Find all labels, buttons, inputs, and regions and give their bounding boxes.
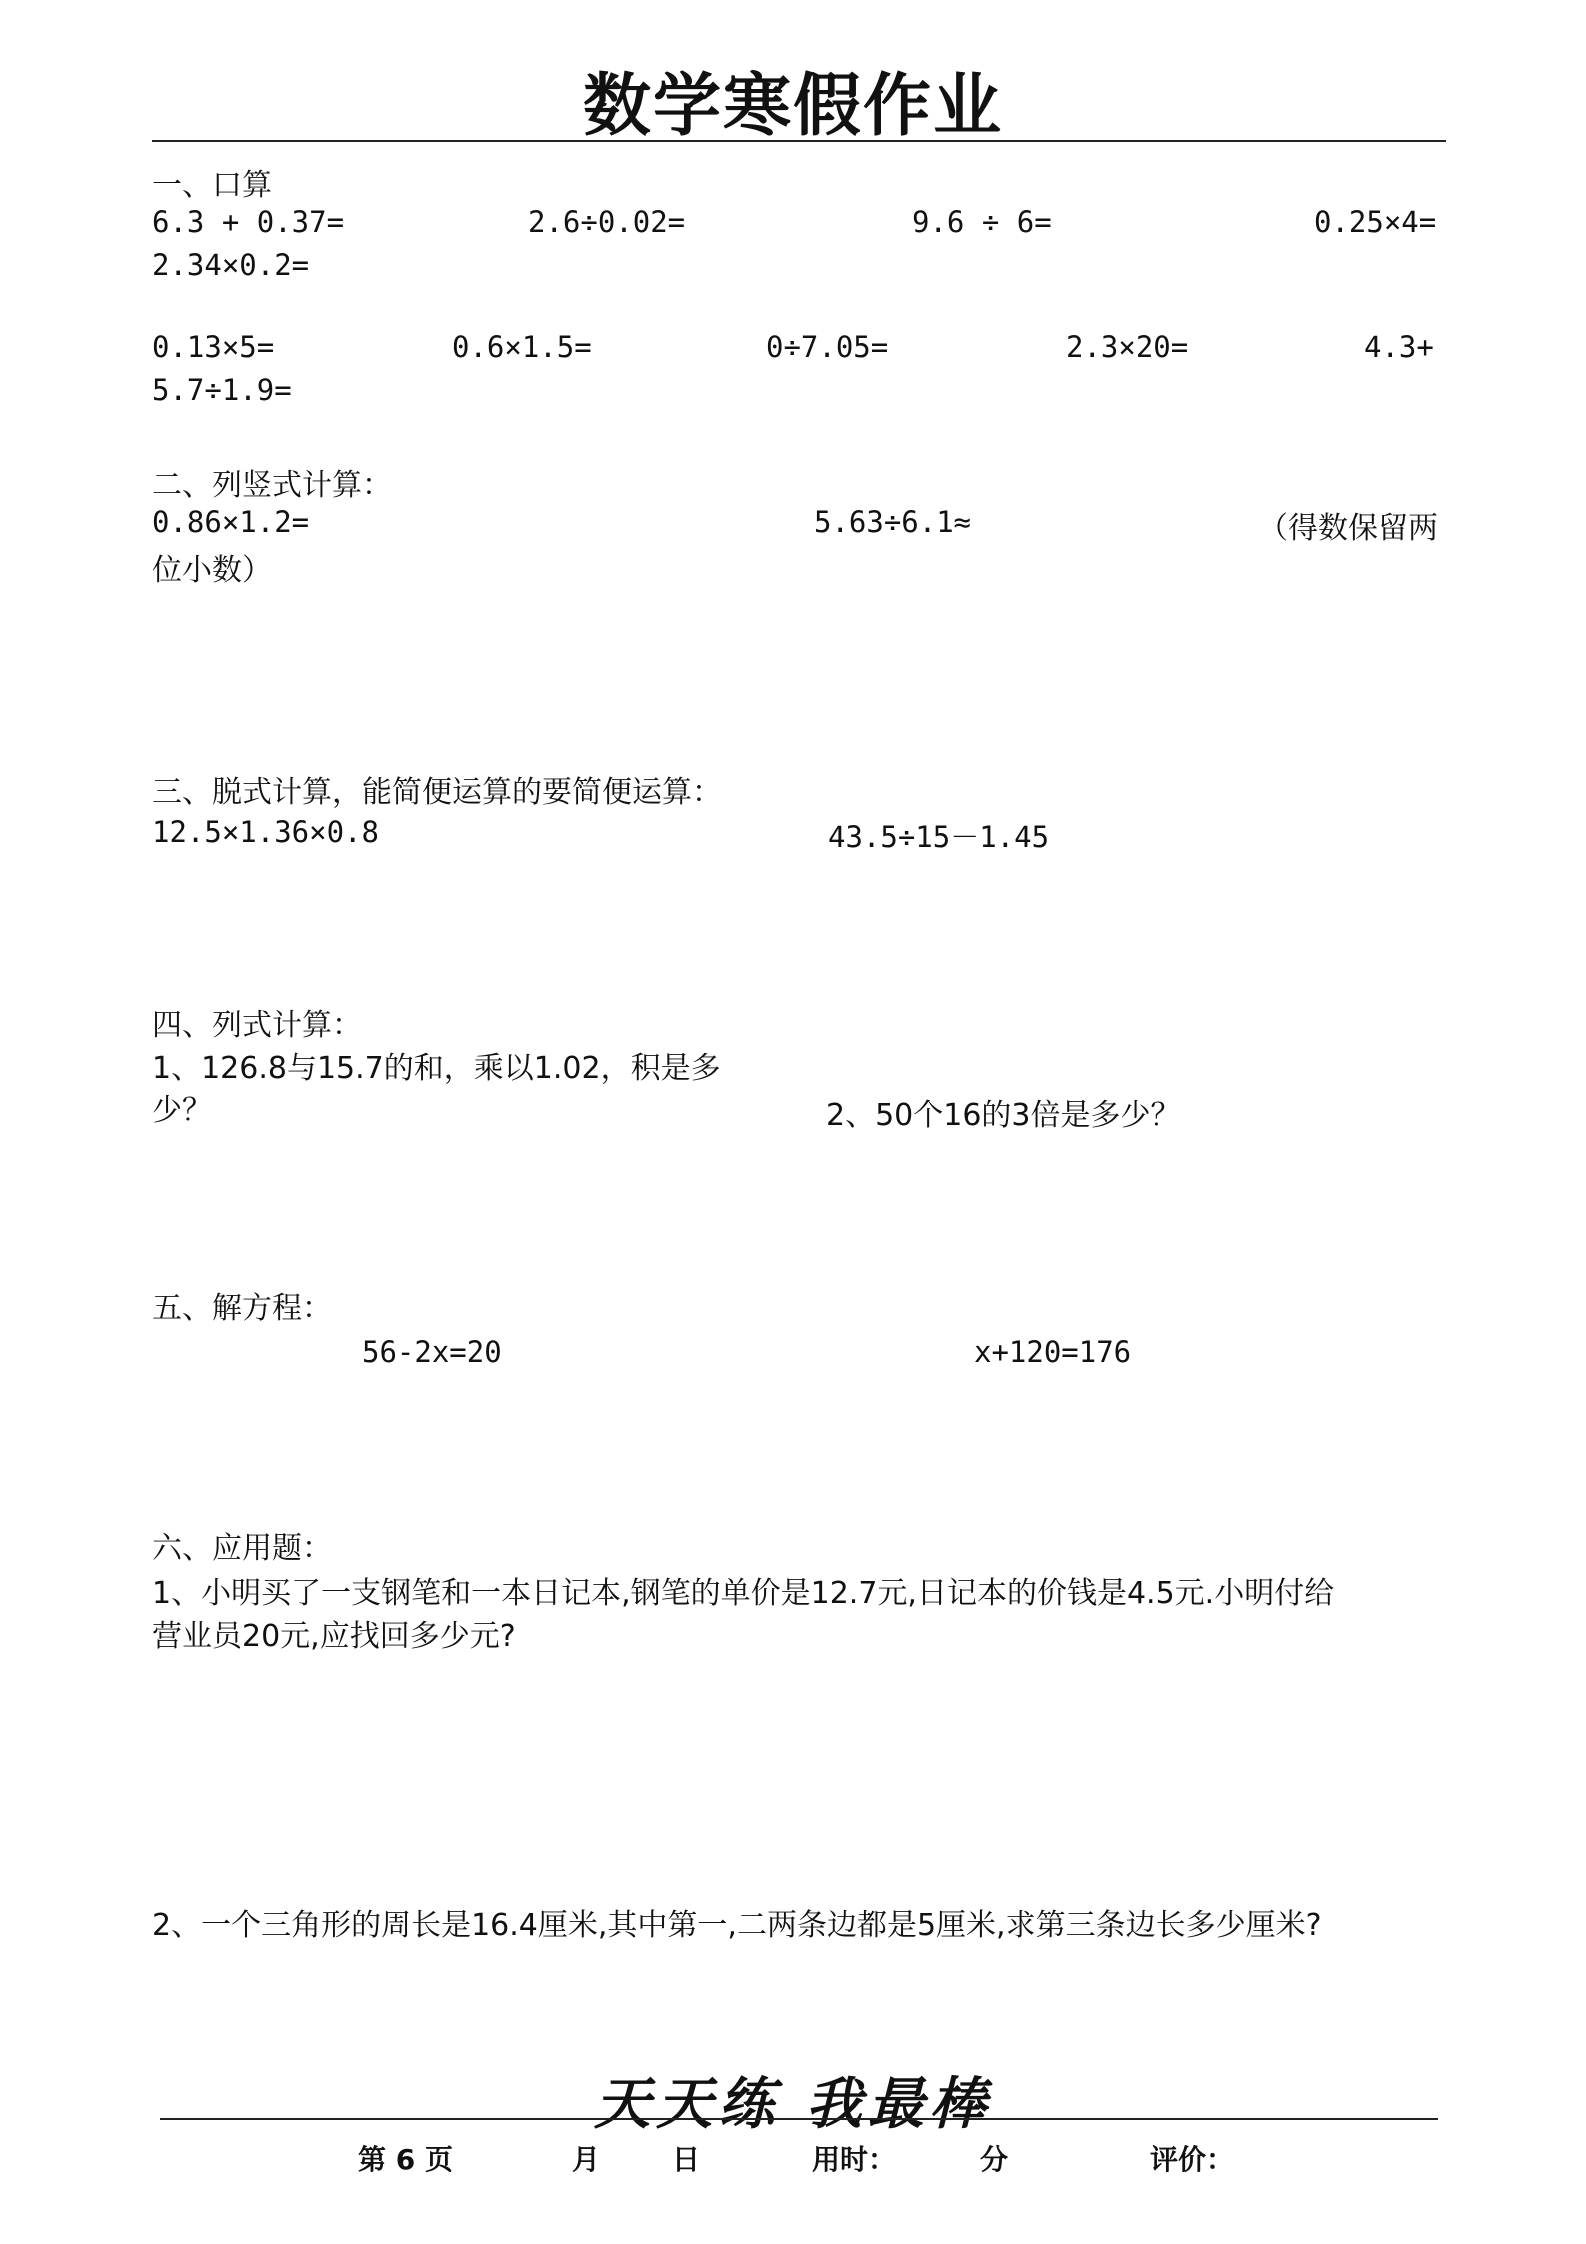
month-label: 月	[572, 2143, 601, 2176]
equation-2: x+120=176	[974, 1335, 1132, 1369]
slogan: 天天练 我最棒	[594, 2071, 992, 2137]
vertical-calc-2: 5.63÷6.1≈	[814, 505, 972, 539]
stepwise-calc-2: 43.5÷15－1.45	[828, 820, 1050, 854]
oral-item-9: 2.3×20=	[1066, 330, 1189, 364]
section-3-heading: 三、脱式计算，能简便运算的要简便运算：	[152, 775, 722, 810]
oral-item-3: 9.6 ÷ 6=	[912, 205, 1052, 239]
footer-rule	[160, 2118, 1438, 2120]
oral-item-7: 0.6×1.5=	[452, 330, 592, 364]
evaluation-label: 评价：	[1150, 2143, 1235, 2176]
word-calc-1-line2: 少？	[152, 1093, 212, 1128]
rounding-note-wrap: 位小数）	[152, 553, 272, 588]
oral-item-6: 0.13×5=	[152, 330, 275, 364]
oral-item-2: 2.6÷0.02=	[528, 205, 686, 239]
section-6-heading: 六、应用题：	[152, 1531, 332, 1566]
rounding-note: （得数保留两	[1258, 511, 1438, 546]
oral-item-4: 0.25×4=	[1314, 205, 1437, 239]
application-2: 2、一个三角形的周长是16.4厘米,其中第一,二两条边都是5厘米,求第三条边长多少厘米?	[152, 1908, 1322, 1943]
vertical-calc-1: 0.86×1.2=	[152, 505, 310, 539]
stepwise-calc-1: 12.5×1.36×0.8	[152, 815, 379, 849]
section-5-heading: 五、解方程：	[152, 1291, 332, 1326]
day-label: 日	[672, 2143, 701, 2176]
oral-item-5: 2.34×0.2=	[152, 248, 310, 282]
oral-item-8: 0÷7.05=	[766, 330, 889, 364]
oral-item-10: 4.3+	[1364, 330, 1434, 364]
word-calc-1-line1: 1、126.8与15.7的和，乘以1.02，积是多	[152, 1051, 721, 1086]
section-4-heading: 四、列式计算：	[152, 1008, 362, 1043]
section-1-heading: 一、口算	[152, 168, 272, 203]
word-calc-2: 2、50个16的3倍是多少？	[826, 1098, 1181, 1133]
minute-label: 分	[980, 2143, 1009, 2176]
application-1-line1: 1、小明买了一支钢笔和一本日记本,钢笔的单价是12.7元,日记本的价钱是4.5元.小明付给	[152, 1576, 1335, 1611]
section-2-heading: 二、列竖式计算：	[152, 468, 392, 503]
page-number: 第 6 页	[358, 2143, 453, 2176]
application-1-line2: 营业员20元,应找回多少元?	[152, 1619, 516, 1654]
title-rule	[152, 140, 1446, 142]
equation-1: 56-2x=20	[362, 1335, 502, 1369]
oral-item-1: 6.3 + 0.37=	[152, 205, 345, 239]
page-title: 数学寒假作业	[582, 67, 1003, 146]
oral-item-11: 5.7÷1.9=	[152, 373, 292, 407]
time-used-label: 用时：	[812, 2143, 897, 2176]
